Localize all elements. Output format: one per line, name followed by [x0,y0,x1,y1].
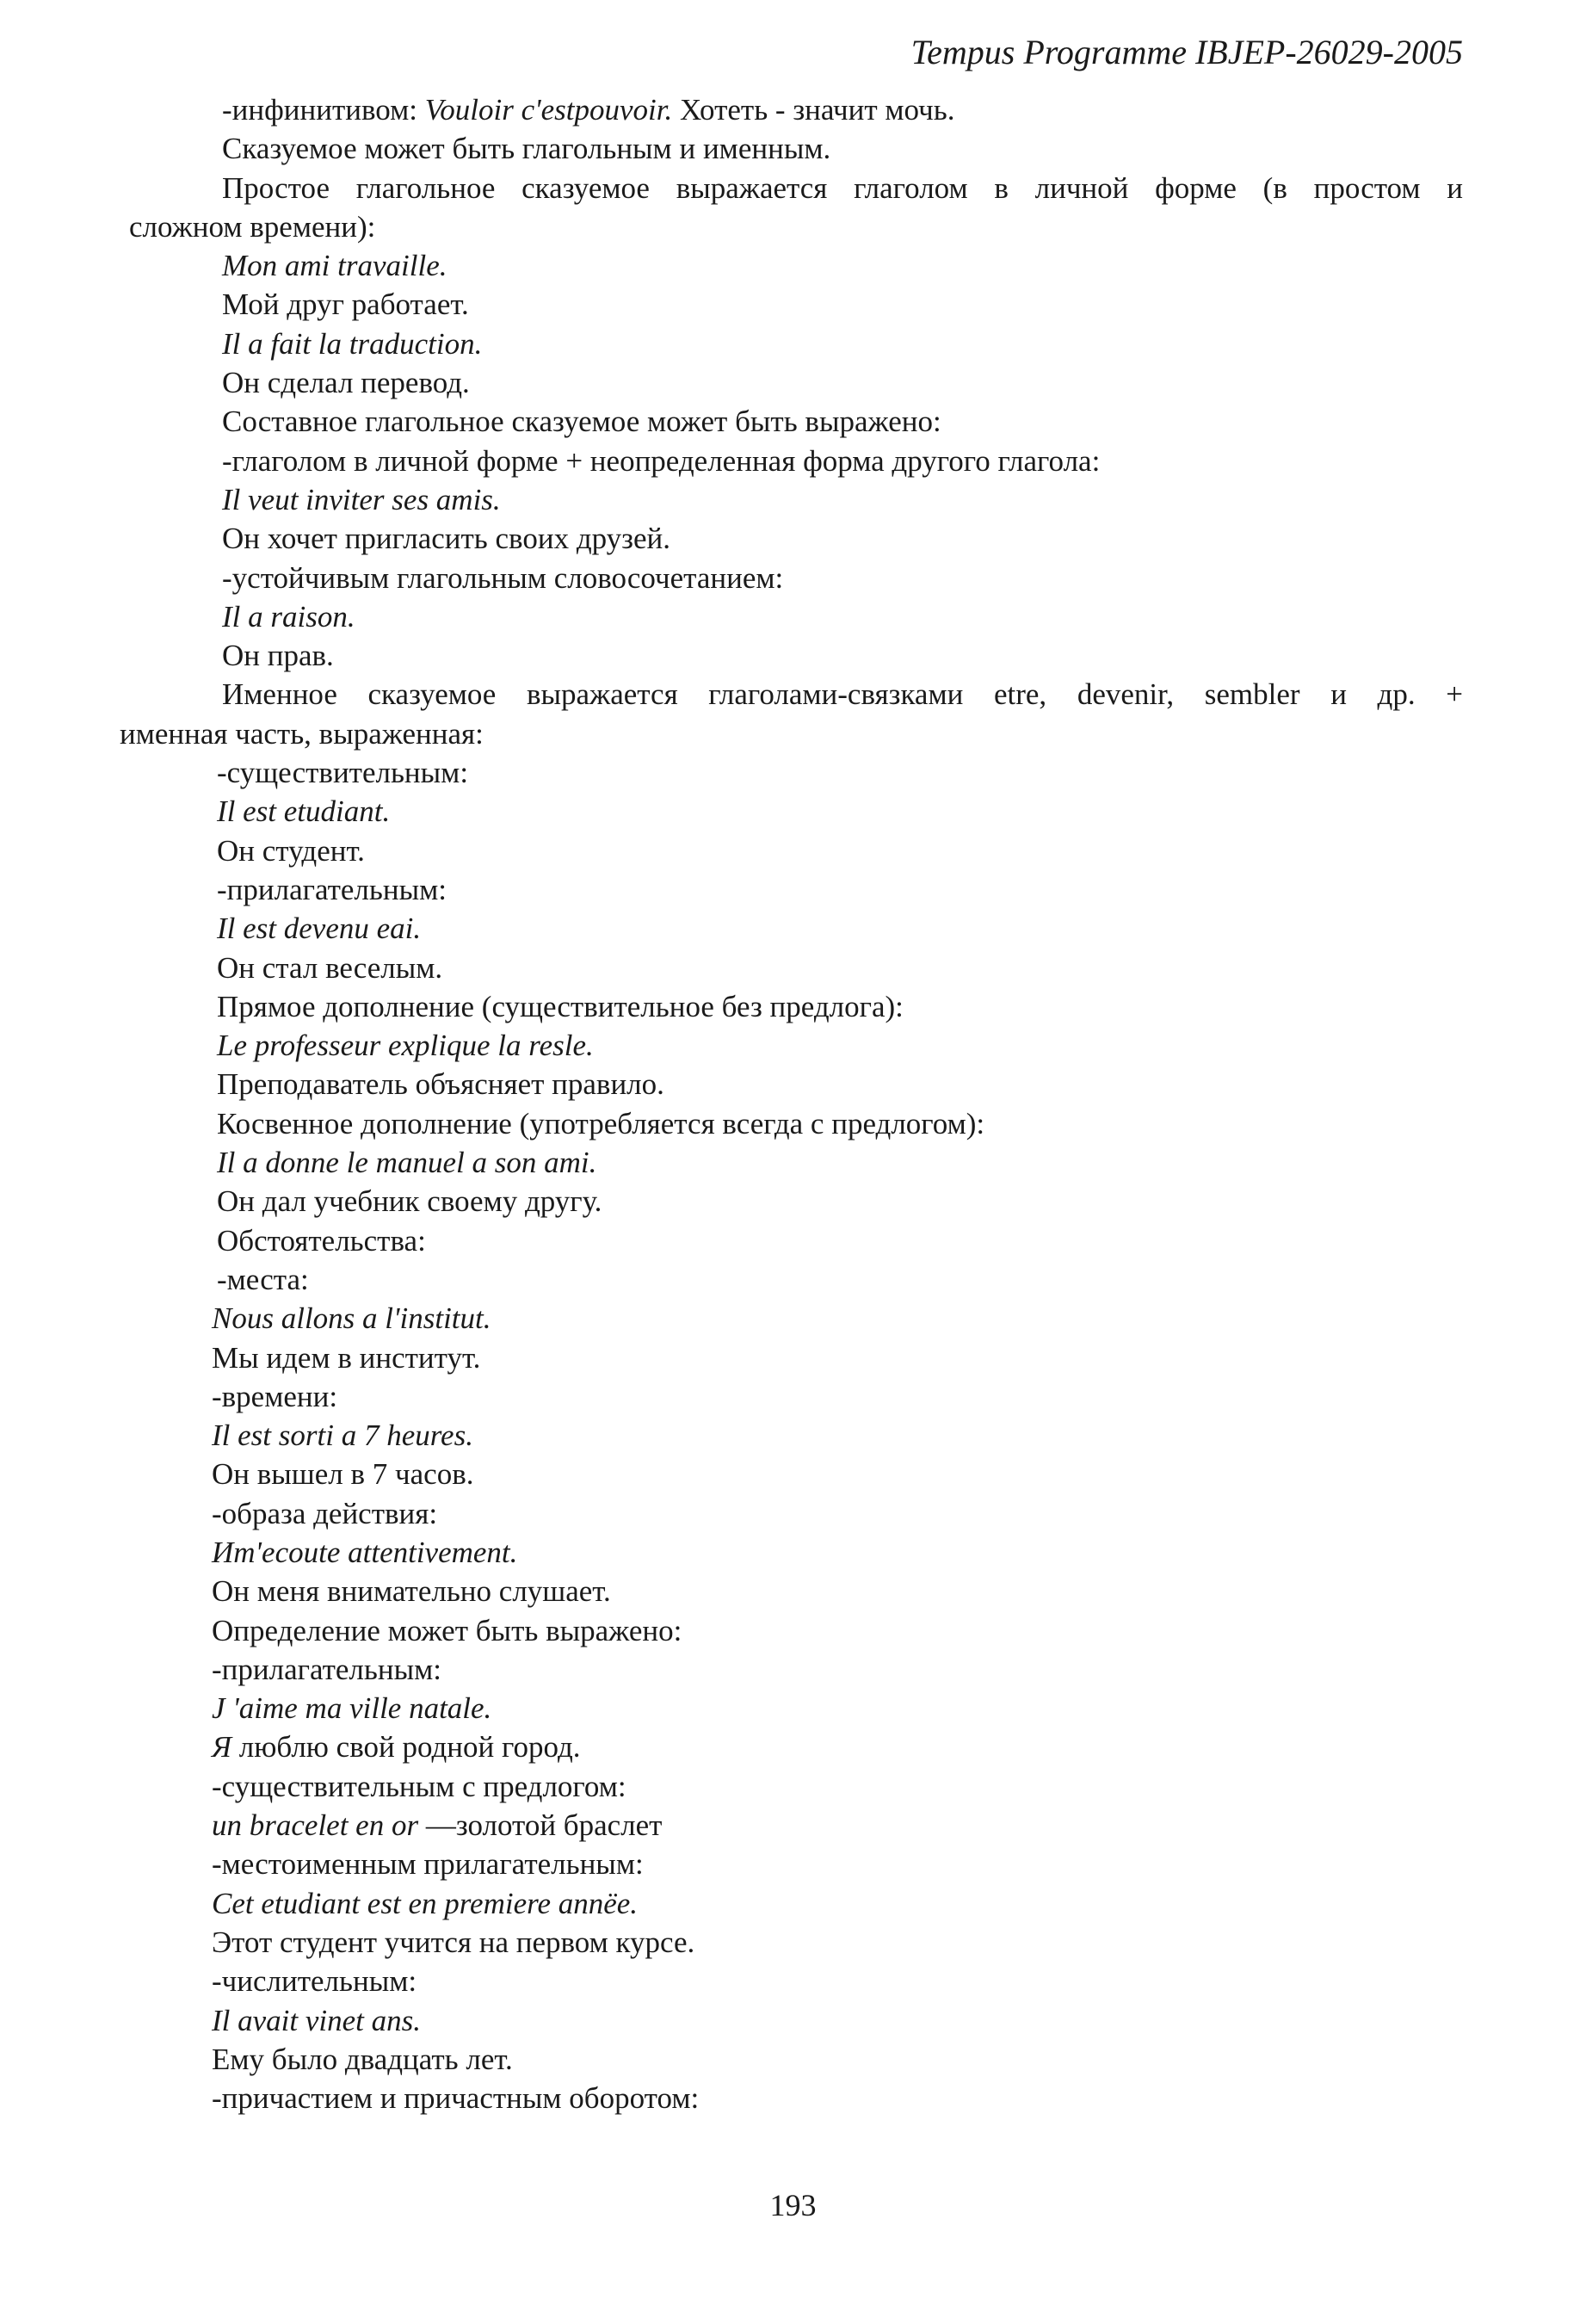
text-line: Он студент. [217,833,365,868]
text-line: Он стал веселым. [217,950,443,985]
french-example: Il avait vinet ans. [212,2003,422,2037]
text-line: -прилагательным: [217,872,447,906]
text-line: Определение может быть выражено: [212,1613,682,1647]
text-line: Он хочет пригласить своих друзей. [222,522,671,556]
french-example: Il a donne le manuel a son ami. [217,1146,597,1180]
text-line: Прямое дополнение (существительное без предлога): [217,989,904,1023]
text-line: Он меня внимательно слушает. [212,1574,611,1609]
french-example: Mon ami travaille. [222,249,447,283]
text-line: именная часть, выраженная: [120,716,484,751]
text-line: -образа действия: [212,1496,438,1530]
text-line: Именное сказуемое выражается глаголами-связками etre, devenir, sembler и др. + [222,677,1463,712]
text-line: сложном времени): [129,209,376,244]
text-line: Он дал учебник своему другу. [217,1184,602,1219]
text-line: -места: [217,1262,309,1296]
text-line: Мой друг работает. [222,287,469,322]
text-line: Обстоятельства: [217,1223,426,1258]
line-text: Хотеть - значит мочь. [672,93,955,127]
text-line: -существительным с предлогом: [212,1769,626,1803]
text-line: Он сделал перевод. [222,366,470,400]
running-header: Tempus Programme IBJEP-26029-2005 [910,33,1463,71]
text-line: Он вышел в 7 часов. [212,1457,474,1492]
text-line: Этот студент учится на первом курсе. [212,1925,695,1959]
french-example: Иm'ecoute attentivement. [212,1535,518,1569]
text-line: -существительным: [217,756,469,790]
text-line: Простое глагольное сказуемое выражается глаголом в личной форме (в простом и [222,170,1463,205]
text-line: Мы идем в институт. [212,1340,481,1375]
text-line: -прилагательным: [212,1652,441,1686]
text-line: -времени: [212,1379,338,1413]
text-line: Сказуемое может быть глагольным и именным. [222,132,831,166]
text-line [120,90,1463,129]
text-line: Косвенное дополнение (употребляется всегда с предлогом): [217,1106,985,1140]
text-line: -местоименным прилагательным: [212,1847,644,1882]
french-example: Il veut inviter ses amis. [222,482,501,516]
body-text [120,90,1463,2117]
french-example: Il est sorti a 7 heures. [212,1419,473,1453]
french-example: un bracelet en or [212,1808,419,1843]
text-line [120,1728,1463,1766]
french-example: Le professeur explique la resle. [217,1029,594,1063]
french-example: Il est etudiant. [217,794,391,829]
line-text: люблю свой родной город. [231,1730,581,1765]
text-line: Ему было двадцать лет. [212,2042,513,2076]
text-line: -глаголом в личной форме + неопределенная форма другого глагола: [222,443,1101,478]
french-example: Il est devenu eai. [217,912,422,946]
text-line: -причастием и причастным оборотом: [212,2081,700,2116]
line-text: -инфинитивом: [222,93,425,127]
text-line [120,1806,1463,1845]
french-example: Vouloir c'estpouvoir. [424,93,673,127]
text-line: Составное глагольное сказуемое может быть выражено: [222,405,941,439]
french-example: Il a raison. [222,599,355,634]
french-example: Il a fait la traduction. [222,326,483,361]
text-line: -устойчивым глагольным словосочетанием: [222,560,784,595]
page-number: 193 [769,2188,817,2222]
text-line: -числительным: [212,1964,417,1999]
text-line: Преподаватель объясняет правило. [217,1067,664,1102]
line-text: —золотой браслет [418,1808,663,1843]
french-example: Cet etudiant est en premiere annёe. [212,1886,639,1920]
line-text: Я [212,1730,232,1765]
french-example: J 'aime ma ville natale. [212,1691,492,1726]
text-line: Он прав. [222,639,334,673]
french-example: Nous allons a l'institut. [212,1301,491,1336]
